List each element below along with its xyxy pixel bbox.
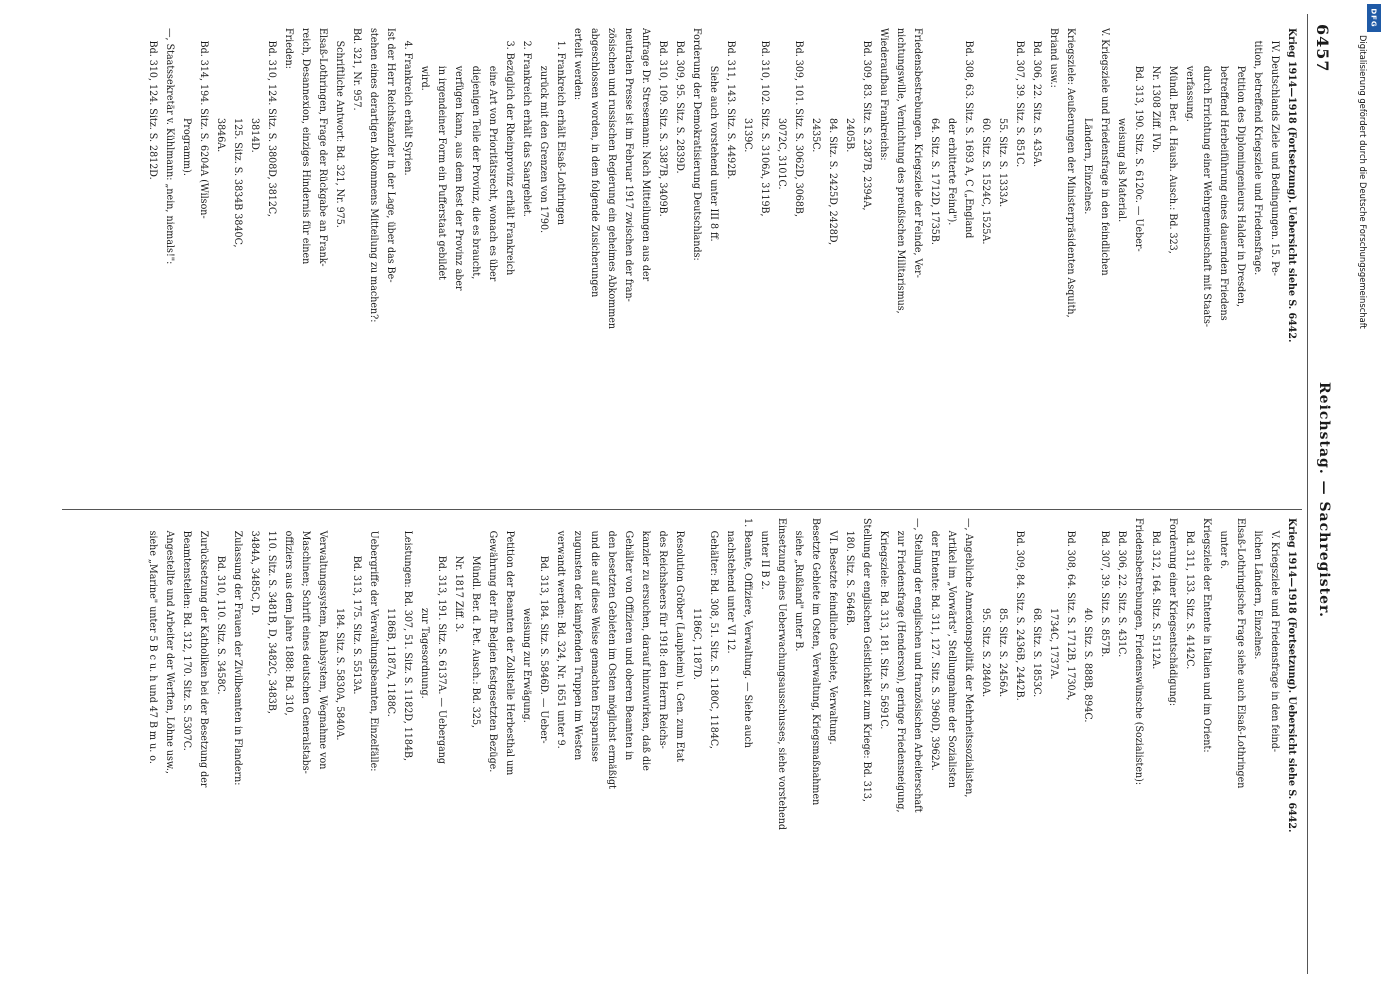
text-line: Angestellte und Arbeiter der Werften, Löhne usw., — [164, 530, 176, 774]
text-line: in irgendeiner Form ein Pufferstaat gebildet — [436, 65, 448, 281]
text-line: Bd. 313, 184. Sitz. S. 5846D. — Ueber- — [538, 555, 550, 744]
page-header: Reichstag. — Sachregister. — [1316, 382, 1332, 618]
text-line: Zulassung der Frauen der Zivilbeamten in Flandern: — [232, 530, 244, 786]
text-line: Bd. 310, 109. Sitz. S. 3387B, 3409B. — [657, 40, 669, 217]
text-line: erteilt werden: — [572, 28, 584, 101]
text-line: —, Stellung der englischen und französischen Arbeiterschaft — [912, 518, 924, 813]
text-line: Kriegsziele: Aeußerungen der Ministerpräsidenten Asquith, — [1065, 28, 1077, 318]
text-line: V. Kriegsziele und Friedensfrage in den feind- — [1269, 530, 1281, 753]
text-line: Wiederaufbau Frankreichs: — [878, 28, 890, 161]
text-line: den besetzten Gebieten im Osten möglichst ermäßigt — [606, 530, 618, 789]
digitization-credit: Digitalisierung gefördert durch die Deutsche Forschungsgemeinschaft — [1358, 35, 1368, 329]
text-line: reich, Desannexion, einziges Hindernis für einen — [300, 28, 312, 265]
text-line: offiziers aus dem Jahre 1888: Bd. 310, — [283, 530, 295, 716]
text-line: 64. Sitz. S. 1712D, 1735B. — [929, 118, 941, 245]
text-line: Bd. 313, 190. Sitz. S. 6120c. — Ueber- — [1133, 65, 1145, 252]
text-line: Bd. 313, 191. Sitz. S. 6137A. — Uebergang — [436, 555, 448, 765]
text-line: Bd. 310, 124. Sitz. S. 2812D. — [147, 40, 159, 180]
text-line: Krieg 1914—1918 (Fortsetzung). Uebersicht siehe S. 6442. — [1286, 518, 1298, 833]
text-line: Nr. 1817 Ziff. 3. — [453, 555, 465, 633]
text-line: Programm). — [181, 118, 193, 176]
text-line: Bd. 309, 83. Sitz. S. 2387B, 2394A, — [861, 40, 873, 211]
column-divider — [62, 509, 1302, 510]
text-line: Bd. 309, 84. Sitz. S. 2436B, 2442B. — [1014, 530, 1026, 701]
text-line: 3. Bezüglich der Rheinprovinz erhält Frankreich — [504, 40, 516, 276]
text-line: kanzler zu ersuchen, darauf hinzuwirken, daß die — [640, 530, 652, 771]
text-line: Elsaß-Lothringen, Frage der Rückgabe an Frank- — [317, 28, 329, 267]
text-line: Bd. 310, 102. Sitz. S. 3106A, 3119B, — [759, 40, 771, 217]
text-line: Gehälter: Bd. 308, 51. Sitz. S. 1180C, 1184C, — [708, 530, 720, 749]
text-line: eine Art von Prioritätsrecht, wonach es über — [487, 65, 499, 282]
text-line: diejenigen Teile der Provinz, die es braucht, — [470, 65, 482, 280]
text-line: 3846A. — [215, 118, 227, 153]
text-line: 68. Sitz. S. 1853C. — [1031, 608, 1043, 698]
text-line: Ländern, Einzelnes. — [1082, 118, 1094, 215]
text-line: Bd. 311, 133. Sitz. S. 4142C. — [1184, 530, 1196, 670]
text-line: Briand usw.: — [1048, 28, 1060, 88]
text-line: Bd. 308, 64. Sitz. S. 1712B, 1730A, — [1065, 530, 1077, 701]
text-line: 85. Sitz. S. 2456A. — [997, 608, 1009, 698]
text-line: Elsaß-Lothringische Frage siehe auch Elsaß-Lothringen — [1235, 518, 1247, 789]
text-line: zur Tagesordnung. — [419, 608, 431, 699]
text-line: 125. Sitz. S. 3834B 3840C, — [232, 118, 244, 248]
text-line: Uebergriffe der Verwaltungsbeamten, Einzelfälle: — [368, 530, 380, 772]
text-line: Gehälter von Offizieren und oberen Beamten in — [623, 530, 635, 761]
text-line: —, Staatssekretär v. Kühlmann: „nein, niemals!": — [164, 28, 176, 265]
text-line: siehe „Rußland" unter B. — [793, 530, 805, 652]
text-line: Bd. 310, 110. Sitz. S. 3458C. — [215, 555, 227, 695]
text-line: 2. Frankreich erhält das Saargebiet. — [521, 40, 533, 217]
text-line: Bd. 307, 39. Sitz. S. 857B. — [1099, 530, 1111, 658]
text-line: 1. Frankreich erhält Elsaß-Lothringen — [555, 40, 567, 226]
text-line: Schriftliche Antwort: Bd. 321, Nr. 975. — [334, 40, 346, 228]
text-line: 180. Sitz. S. 5646B. — [844, 530, 856, 626]
text-line: VI. Besetzte feindliche Gebiete, Verwaltung. — [827, 530, 839, 745]
text-line: 3072C, 3101C. — [776, 118, 788, 190]
text-line: nichtungswille, Vernichtung des preußischen Militarismus, — [895, 28, 907, 314]
text-line: Siehe auch vorstehend unter III 8 ff. — [708, 65, 720, 242]
text-line: 1186C, 1187D. — [691, 608, 703, 680]
text-line: der erbitterte Feind"). — [946, 118, 958, 226]
text-line: Petition der Beamten der Zollstelle Herbesthal um — [504, 530, 516, 776]
text-line: Forderung einer Kriegsentschädigung: — [1167, 518, 1179, 707]
right-column — [60, 518, 1300, 948]
text-line: Mündl. Ber. d. Pet. Ausch.: Bd. 325, — [470, 555, 482, 729]
text-line: Einsetzung eines Ueberwachungsausschusses, siehe vorstehend — [776, 518, 788, 831]
text-line: 4. Frankreich erhält Syrien. — [402, 40, 414, 176]
text-line: verfassung. — [1184, 65, 1196, 122]
text-line: Ist der Herr Reichskanzler in der Lage, über das Be- — [385, 28, 397, 283]
text-line: Bd. 308, 63. Sitz. S. 1693 A, C („England — [963, 40, 975, 239]
text-line: verwandt werden: Bd. 324, Nr. 1651 unter 9. — [555, 530, 567, 749]
text-line: zur Friedensfrage (Henderson), geringe Friedensneigung, — [895, 530, 907, 813]
text-line: Bd. 309, 95. Sitz. S. 2839D. — [674, 40, 686, 174]
text-line: Bd. 311, 143. Sitz. S. 4492B. — [725, 40, 737, 180]
text-line: Bd. 307, 39. Sitz. S. 851C. — [1014, 40, 1026, 168]
text-line: 2435C. — [810, 118, 822, 153]
text-line: 84. Sitz. S. 2425D, 2428D, — [827, 118, 839, 246]
text-line: Anfrage Dr. Stresemann: Nach Mitteilungen aus der — [640, 28, 652, 282]
text-line: —, Angebliche Annexionspolitik der Mehrheitssozialisten, — [963, 518, 975, 798]
text-line: weisung zur Erwägung. — [521, 608, 533, 723]
text-line: abgeschlossen worden, in dem folgende Zusicherungen — [589, 28, 601, 298]
text-line: betreffend Herbeiführung eines dauernden Friedens — [1218, 65, 1230, 321]
text-line: Krieg 1914—1918 (Fortsetzung). Uebersicht siehe S. 6442. — [1286, 28, 1298, 343]
text-line: V. Kriegsziele und Friedensfrage in den feindlichen — [1099, 28, 1111, 276]
text-line: 55. Sitz. S. 1333A. — [997, 118, 1009, 208]
text-line: 1. Beamte, Offiziere, Verwaltung. — Siehe auch — [742, 518, 754, 748]
text-line: Resolution Gröber (Laupheim) u. Gen. zum Etat — [674, 530, 686, 763]
text-line: zösischen und russischen Regierung ein geheimes Abkommen — [606, 28, 618, 330]
text-line: Nr. 1308 Ziff. IVb. — [1150, 65, 1162, 153]
text-line: Forderung der Demokratisierung Deutschlands: — [691, 28, 703, 261]
text-line: Frieden: — [283, 28, 295, 69]
text-line: Besetzte Gebiete im Osten, Verwaltung, Kriegsmaßnahmen — [810, 518, 822, 806]
text-line: zugunsten der kämpfenden Truppen im Westen — [572, 530, 584, 761]
text-line: Bd. 313, 175. Sitz. S. 5513A. — [351, 555, 363, 695]
text-line: zurück mit den Grenzen von 1790. — [538, 65, 550, 234]
text-line: weisung als Material. — [1116, 118, 1128, 223]
text-line: verfügen kann, aus dem Rest der Provinz aber — [453, 65, 465, 291]
text-line: Zurücksetzung der Katholiken bei der Besetzung der — [198, 530, 210, 788]
text-line: Gewährung der für Belgien festgesetzten Bezüge. — [487, 530, 499, 773]
text-line: neutralen Presse ist im Februar 1917 zwischen der fran- — [623, 28, 635, 302]
text-line: 1186B, 1187A, 1188C. — [385, 608, 397, 717]
text-line: Bd. 306, 22. Sitz. S. 435A. — [1031, 40, 1043, 168]
text-line: 184. Sitz. S. 5830A, 5840A. — [334, 608, 346, 741]
text-line: Stellung der englischen Geistlichkeit zum Kriege: Bd. 313, — [861, 518, 873, 802]
text-line: Friedensbestrebungen. Kriegsziele der Feinde, Ver- — [912, 28, 924, 278]
text-line: Leistungen: Bd. 307, 51. Sitz. S. 1182D, 1184B, — [402, 530, 414, 762]
text-line: Petition des Diplomingenieurs Halder in Dresden, — [1235, 65, 1247, 308]
text-line: nachstehend unter VI 12. — [725, 530, 737, 654]
text-line: siehe „Marine" unter 5 B c u. h und 47 B m u. o. — [147, 530, 159, 764]
dfg-logo: DFG — [1367, 4, 1381, 32]
left-column — [60, 28, 1300, 458]
text-line: Bd. 321, Nr. 957. — [351, 28, 363, 111]
text-line: Friedensbestrebungen, Friedenswünsche (Sozialisten): — [1133, 518, 1145, 786]
text-line: stehen eines derartigen Abkommens Mitteilung zu machen?: — [368, 28, 380, 323]
page-number: 6457 — [1313, 24, 1332, 73]
text-line: 40. Sitz. S. 888B, 894C. — [1082, 608, 1094, 723]
text-line: Kriegsziele der Entente in Italien und im Orient: — [1201, 518, 1213, 753]
header-rule — [1307, 14, 1308, 974]
text-line: Maschinen; Schrift eines deutschen Generalstabs- — [300, 530, 312, 774]
text-line: 3484A, 3485C, D. — [249, 530, 261, 616]
text-line: 3139C. — [742, 118, 754, 153]
text-line: 95. Sitz. S. 2840A. — [980, 608, 992, 698]
text-line: 110. Sitz. S. 3481B, D, 3482C, 3483B, — [266, 530, 278, 714]
text-line: des Reichsheers für 1918: den Herrn Reichs- — [657, 530, 669, 749]
text-line: Bd. 306, 22. Sitz. S. 431C. — [1116, 530, 1128, 658]
text-line: Bd. 314, 194. Sitz. S. 6204A (Wilson- — [198, 40, 210, 219]
text-line: unter II B 2. — [759, 530, 771, 590]
text-line: 3814D. — [249, 118, 261, 153]
text-line: lichen Ländern, Einzelnes. — [1252, 530, 1264, 660]
text-line: Bd. 312, 164. Sitz. S. 5112A. — [1150, 530, 1162, 670]
text-line: 2405B. — [844, 118, 856, 153]
text-line: und die auf diese Weise gemachten Ersparnisse — [589, 530, 601, 762]
text-line: unter 6. — [1218, 530, 1230, 570]
text-line: Verwaltungssystem, Raubsystem, Wegnahme von — [317, 530, 329, 770]
text-line: wird. — [419, 65, 431, 91]
text-line: Kriegsziele: Bd. 313, 181. Sitz. S. 5691C. — [878, 530, 890, 730]
text-line: Mündl. Ber. d. Haush. Ausch.: Bd. 323, — [1167, 65, 1179, 254]
text-line: Beamtenstellen: Bd. 312, 170. Sitz. S. 5307C. — [181, 530, 193, 751]
text-line: tition, betreffend Kriegsziele und Friedensfrage. — [1252, 40, 1264, 276]
text-line: Bd. 309, 101. Sitz. S. 3062D, 3068B, — [793, 40, 805, 217]
text-line: 60. Sitz. S. 1524C, 1525A. — [980, 118, 992, 245]
text-line: Bd. 310, 124. Sitz. S. 3808D, 3812C, — [266, 40, 278, 217]
text-line: durch Errichtung einer Wehrgemeinschaft mit Staats- — [1201, 65, 1213, 328]
text-line: IV. Deutschlands Ziele und Bedingungen. 15. Pe- — [1269, 40, 1281, 276]
text-line: Artikel im „Vorwärts", Stellungnahme der Sozialisten — [946, 530, 958, 788]
text-line: der Entente: Bd. 311, 127. Sitz. S. 3960D, 3962A. — [929, 530, 941, 771]
text-line: 1734C, 1737A. — [1048, 608, 1060, 680]
